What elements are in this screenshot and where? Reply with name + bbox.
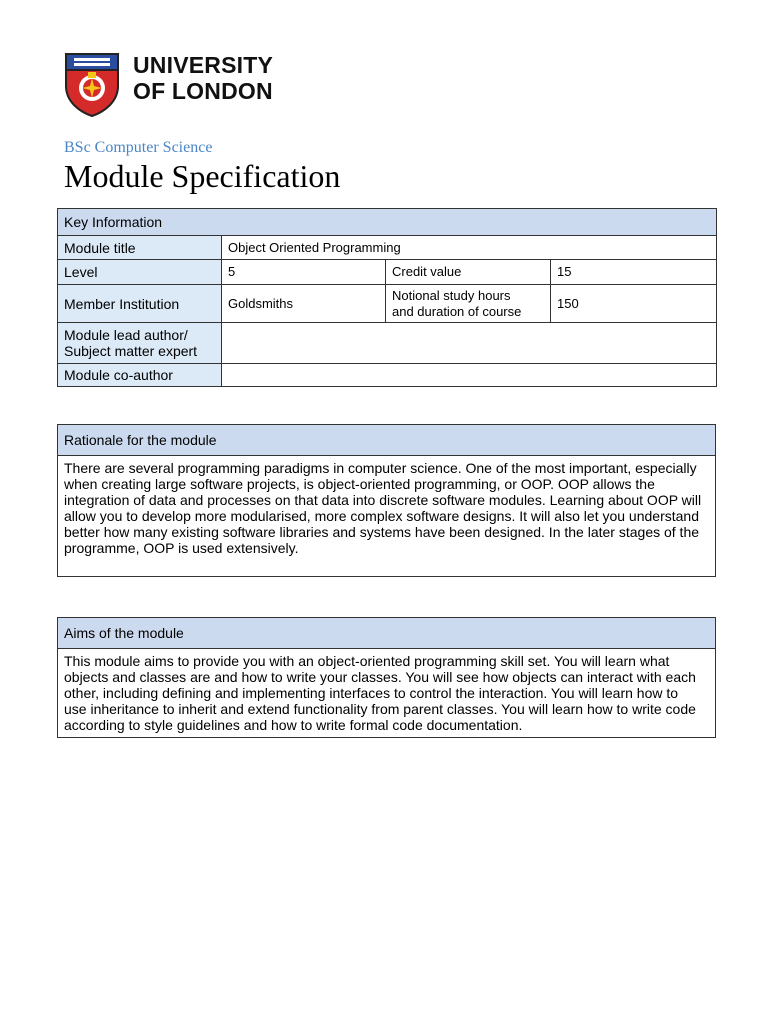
lead-author-label-line-1: Module lead author/ (64, 327, 188, 343)
aims-line: use inheritance to inherit and extend functionality from parent classes. You will learn how to write code (64, 701, 696, 717)
university-logo (64, 52, 294, 120)
logo-line-2: OF LONDON (133, 78, 273, 104)
co-author-label: Module co-author (58, 364, 222, 387)
aims-table (57, 617, 716, 738)
key-information-table (57, 208, 717, 387)
aims-body (58, 649, 716, 738)
level-label: Level (58, 260, 222, 285)
credit-value-label: Credit value (386, 260, 551, 285)
rationale-table (57, 424, 716, 577)
lead-author-value (222, 323, 717, 364)
study-hours-value: 150 (551, 285, 717, 323)
rationale-line: programme, OOP is used extensively. (64, 540, 299, 556)
co-author-value (222, 364, 717, 387)
aims-line: objects and classes are and how to write your classes. You will see how objects can interact with each (64, 669, 696, 685)
member-institution-label: Member Institution (58, 285, 222, 323)
university-crest-icon (64, 52, 120, 118)
module-title-label: Module title (58, 236, 222, 260)
aims-line: This module aims to provide you with an object-oriented programming skill set. You will learn what (64, 653, 670, 669)
rationale-body (58, 456, 716, 577)
rationale-heading: Rationale for the module (58, 425, 716, 456)
logo-line-1: UNIVERSITY (133, 52, 274, 78)
lead-author-label (58, 323, 222, 364)
rationale-line: allow you to develop more modularised, more complex software designs. It will also let you understand (64, 508, 699, 524)
credit-value: 15 (551, 260, 717, 285)
page-title: Module Specification (64, 158, 341, 194)
member-institution-value: Goldsmiths (222, 285, 386, 323)
rationale-line: better how many existing software libraries and systems have been designed. In the later stages of the (64, 524, 700, 540)
key-information-heading: Key Information (58, 209, 717, 236)
lead-author-label-line-2: Subject matter expert (64, 343, 198, 359)
rationale-line: There are several programming paradigms in computer science. One of the most important, especially (64, 460, 697, 476)
aims-heading: Aims of the module (58, 618, 716, 649)
rationale-line: integration of data and processes on that data into discrete software modules. Learning about OOP will (64, 492, 702, 508)
study-hours-label-line-2: and duration of course (392, 303, 522, 319)
programme-subtitle: BSc Computer Science (64, 139, 213, 156)
level-value: 5 (222, 260, 386, 285)
study-hours-label (386, 285, 551, 323)
study-hours-label-line-1: Notional study hours (392, 287, 511, 303)
rationale-line: when creating large software projects, is object-oriented programming, or OOP. OOP allows the (64, 476, 655, 492)
aims-line: other, including defining and implementing interfaces to control the interaction. You will learn how to (64, 685, 679, 701)
module-title-value: Object Oriented Programming (222, 236, 717, 260)
logo-wordmark (133, 52, 273, 104)
aims-line: according to style guidelines and how to write formal code documentation. (64, 717, 523, 733)
